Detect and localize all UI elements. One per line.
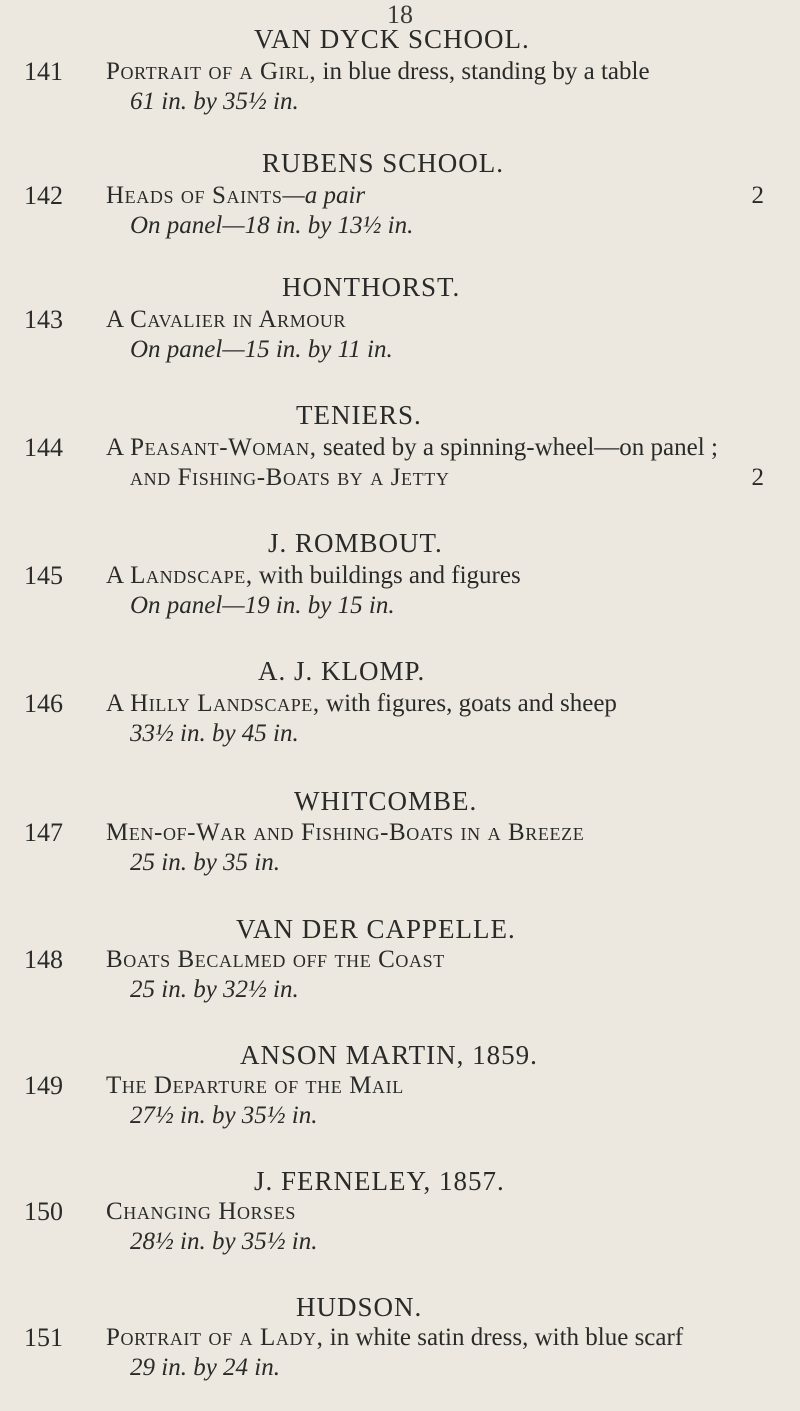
lot-quantity: 2 bbox=[751, 464, 764, 491]
lot-title-main: Changing Horses bbox=[106, 1198, 296, 1225]
lot-number: 142 bbox=[24, 181, 63, 210]
lot-title bbox=[106, 561, 796, 591]
lot-title bbox=[106, 433, 796, 463]
lot-number: 146 bbox=[24, 689, 63, 718]
lot-title-main: A Hilly Landscape, bbox=[106, 690, 320, 717]
lot-number: 144 bbox=[24, 433, 63, 462]
lot-number: 151 bbox=[24, 1323, 63, 1352]
lot-dimensions: 25 in. by 32½ in. bbox=[130, 976, 299, 1003]
artist-heading: ANSON MARTIN, 1859. bbox=[240, 1040, 538, 1070]
lot-number: 143 bbox=[24, 305, 63, 334]
artist-heading: VAN DER CAPPELLE. bbox=[236, 914, 516, 944]
lot-dimensions: On panel—18 in. by 13½ in. bbox=[130, 212, 414, 239]
artist-heading: HONTHORST. bbox=[282, 272, 461, 302]
lot-title-main: Boats Becalmed off the Coast bbox=[106, 946, 445, 973]
artist-heading: RUBENS SCHOOL. bbox=[262, 148, 505, 178]
lot-title-main: A Peasant-Woman, bbox=[106, 434, 317, 461]
lot-dimensions: On panel—19 in. by 15 in. bbox=[130, 592, 395, 619]
artist-heading: J. FERNELEY, 1857. bbox=[254, 1166, 505, 1196]
lot-title bbox=[106, 945, 796, 975]
lot-title bbox=[106, 1071, 796, 1101]
lot-title-rest: seated by a spinning-wheel—on panel ; bbox=[316, 434, 718, 461]
lot-number: 150 bbox=[24, 1197, 63, 1226]
lot-dimensions: 27½ in. by 35½ in. bbox=[130, 1102, 318, 1129]
artist-heading: HUDSON. bbox=[296, 1292, 423, 1322]
lot-number: 147 bbox=[24, 818, 63, 847]
lot-dimensions: 25 in. by 35 in. bbox=[130, 849, 280, 876]
lot-title bbox=[106, 818, 796, 848]
lot-dimensions: 29 in. by 24 in. bbox=[130, 1354, 280, 1381]
lot-dimensions: 28½ in. by 35½ in. bbox=[130, 1228, 318, 1255]
lot-number: 145 bbox=[24, 561, 63, 590]
lot-title bbox=[106, 1323, 796, 1353]
artist-heading: WHITCOMBE. bbox=[294, 786, 478, 816]
lot-number: 149 bbox=[24, 1071, 63, 1100]
lot-title-rest: with figures, goats and sheep bbox=[319, 690, 617, 717]
artist-heading: TENIERS. bbox=[296, 400, 422, 430]
lot-title bbox=[106, 57, 796, 87]
page-number: 18 bbox=[387, 0, 413, 29]
lot-secondary-title-text: and Fishing-Boats by a Jetty bbox=[130, 464, 450, 491]
lot-quantity: 2 bbox=[751, 182, 764, 209]
lot-dimensions: 33½ in. by 45 in. bbox=[130, 720, 299, 747]
lot-title-main: Heads of Saints bbox=[106, 182, 283, 209]
artist-heading: VAN DYCK SCHOOL. bbox=[254, 24, 530, 54]
lot-title-main: A Landscape, bbox=[106, 562, 253, 589]
lot-number: 148 bbox=[24, 945, 63, 974]
lot-title-main: Portrait of a Lady, bbox=[106, 1324, 324, 1351]
lot-dimensions: 61 in. by 35½ in. bbox=[130, 88, 299, 115]
lot-title bbox=[106, 689, 796, 719]
lot-title-main: The Departure of the Mail bbox=[106, 1072, 404, 1099]
lot-title-rest: —a pair bbox=[282, 182, 366, 209]
lot-title bbox=[106, 305, 796, 335]
lot-secondary-title bbox=[130, 463, 790, 493]
lot-title-rest: in white satin dress, with blue scarf bbox=[323, 1324, 684, 1351]
lot-title-rest: in blue dress, standing by a table bbox=[316, 58, 650, 85]
lot-title bbox=[106, 1197, 796, 1227]
lot-title-main: Men-of-War and Fishing-Boats in a Breeze bbox=[106, 819, 585, 846]
artist-heading: J. ROMBOUT. bbox=[268, 528, 443, 558]
lot-dimensions: On panel—15 in. by 11 in. bbox=[130, 336, 393, 363]
lot-title bbox=[106, 181, 796, 211]
lot-title-rest: with buildings and figures bbox=[252, 562, 521, 589]
lot-title-main: A Cavalier in Armour bbox=[106, 306, 347, 333]
lot-title-main: Portrait of a Girl, bbox=[106, 58, 317, 85]
lot-number: 141 bbox=[24, 57, 63, 86]
artist-heading: A. J. KLOMP. bbox=[258, 656, 426, 686]
